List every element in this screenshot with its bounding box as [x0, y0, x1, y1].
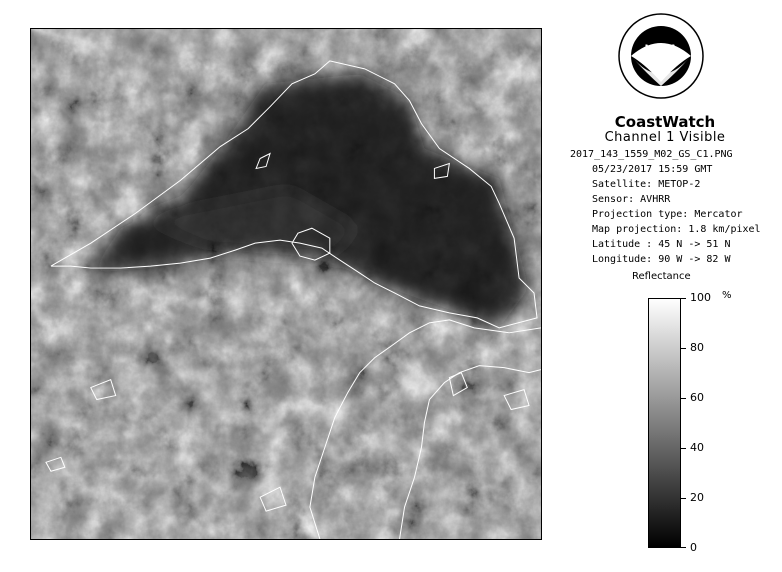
colorbar-tick-label: 0: [690, 541, 697, 554]
reflectance-colorbar: [648, 298, 681, 548]
colorbar-tick-label: 40: [690, 441, 704, 454]
colorbar-tick: [681, 348, 686, 349]
colorbar-tick: [681, 298, 686, 299]
latitude-range: Latitude : 45 N -> 51 N: [592, 239, 731, 250]
channel-subtitle: Channel 1 Visible: [604, 130, 726, 145]
satellite-image: [30, 28, 542, 540]
legend-unit: %: [722, 290, 732, 301]
colorbar-tick-label: 20: [690, 491, 704, 504]
colorbar-tick: [681, 547, 686, 548]
projection-type: Projection type: Mercator: [592, 209, 743, 220]
date-time: 05/23/2017 15:59 GMT: [592, 164, 713, 175]
satellite-info: Satellite: METOP-2: [592, 179, 701, 190]
colorbar-tick: [681, 398, 686, 399]
file-name: 2017_143_1559_M02_GS_C1.PNG: [570, 149, 733, 160]
logo-text: NOAA: [644, 43, 678, 55]
longitude-range: Longitude: 90 W -> 82 W: [592, 254, 731, 265]
noaa-logo: [617, 12, 705, 100]
colorbar-tick-label: 80: [690, 341, 704, 354]
colorbar-tick-label: 100: [690, 291, 711, 304]
legend-title: Reflectance: [632, 271, 691, 282]
satellite-imagery: [31, 29, 541, 539]
map-projection: Map projection: 1.8 km/pixel: [592, 224, 761, 235]
colorbar-tick: [681, 448, 686, 449]
app-title: CoastWatch: [614, 113, 716, 131]
sensor-info: Sensor: AVHRR: [592, 194, 671, 205]
colorbar-tick: [681, 498, 686, 499]
colorbar-tick-label: 60: [690, 391, 704, 404]
